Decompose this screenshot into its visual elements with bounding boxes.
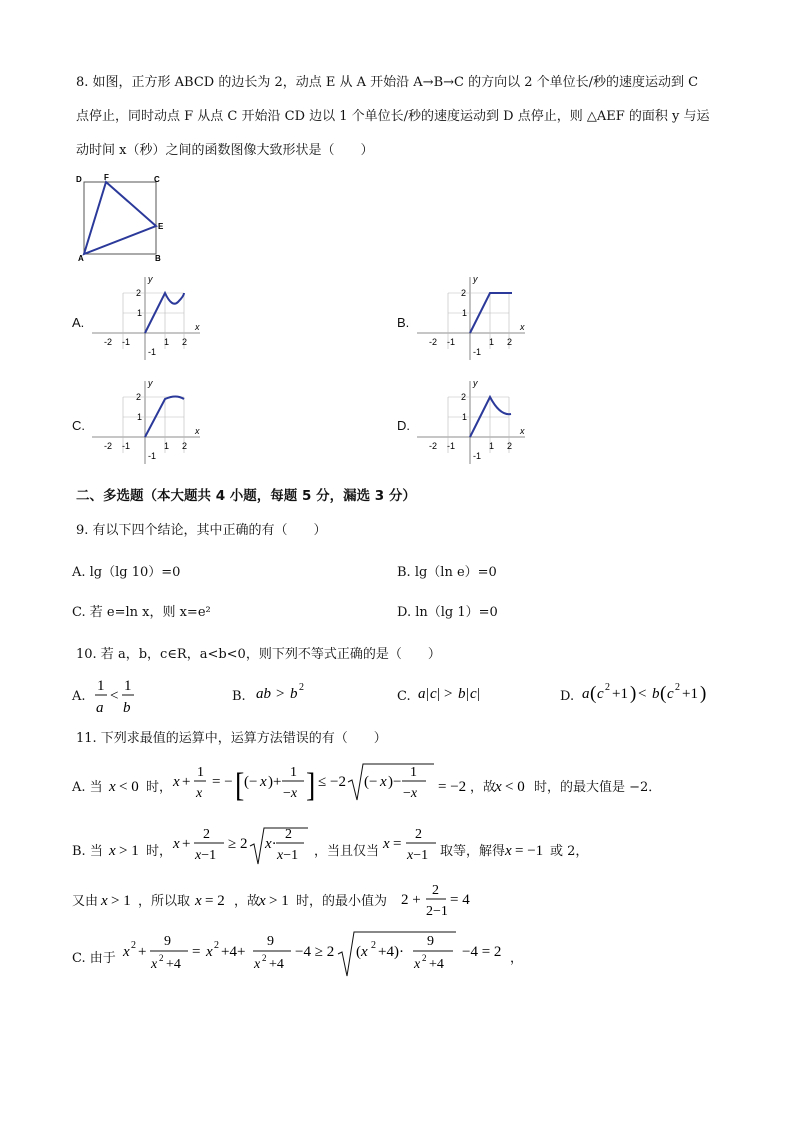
label-a: A — [78, 254, 84, 262]
label-e: E — [158, 222, 164, 231]
q11-b-expr — [172, 826, 312, 872]
svg-text:2: 2 — [262, 953, 267, 963]
svg-text:x: x — [195, 893, 202, 909]
svg-text:b: b — [123, 700, 131, 716]
svg-text:b: b — [290, 686, 298, 702]
q9-option-b: B. lg（ln e）=0 — [397, 565, 497, 580]
graph-c — [92, 376, 204, 466]
svg-text:x: x — [101, 893, 108, 909]
svg-text:> 1: > 1 — [119, 843, 139, 859]
svg-text:2: 2 — [285, 827, 292, 842]
q11-b-line2d: 时，的最小值为 — [296, 894, 388, 909]
axis-x: x — [520, 426, 525, 436]
svg-text:= −: = − — [212, 774, 233, 790]
svg-text:x: x — [259, 893, 266, 909]
tick-x-m2: -2 — [429, 441, 438, 451]
q8-line-2: 点停止，同时动点 F 从点 C 开始沿 CD 边以 1 个单位长/秒的速度运动到 D 点停止，则 △AEF 的面积 y 与运 — [76, 109, 710, 124]
svg-text:x: x — [260, 774, 267, 790]
svg-text:= −1: = −1 — [515, 843, 544, 859]
q11-a-text3: 时，的最大值是 −2． — [534, 780, 662, 795]
svg-text:|: | — [426, 686, 430, 702]
svg-text:2: 2 — [214, 940, 219, 951]
q11-stem: 11. 下列求最值的运算中，运算方法错误的有（ ） — [76, 731, 387, 746]
q11-b-line2c: ，故 — [234, 894, 261, 909]
svg-text:a: a — [96, 700, 104, 716]
tick-y-2: 2 — [136, 392, 142, 402]
q11-option-c-label: C. 由于 — [72, 951, 116, 966]
svg-text:= 4: = 4 — [450, 892, 470, 908]
tick-x-2: 2 — [182, 441, 188, 451]
svg-text:x·: x· — [265, 836, 277, 852]
svg-text:2: 2 — [159, 953, 164, 963]
q11-c-end: ， — [510, 951, 524, 966]
svg-text:< 0: < 0 — [505, 779, 525, 795]
tick-x-2: 2 — [507, 441, 513, 451]
svg-text:(−: (− — [364, 774, 378, 790]
svg-text:[: [ — [235, 765, 245, 804]
svg-text:a: a — [582, 686, 590, 702]
svg-text:1: 1 — [97, 678, 105, 694]
svg-text:2: 2 — [432, 883, 439, 898]
q8-option-a-label: A. — [72, 315, 85, 330]
tick-x-m1: -1 — [122, 337, 131, 347]
svg-text:c: c — [430, 686, 437, 702]
axis-y: y — [148, 274, 153, 284]
svg-text:>: > — [444, 686, 453, 702]
svg-text:9: 9 — [164, 934, 171, 949]
q11-a-cond — [108, 774, 146, 798]
svg-text:x: x — [505, 843, 512, 859]
axis-x: x — [520, 322, 525, 332]
label-b: B — [155, 254, 161, 262]
tick-x-m2: -2 — [104, 337, 113, 347]
q11-b-choice — [194, 888, 234, 912]
svg-text:)−: )− — [388, 774, 402, 790]
q9-stem: 9. 有以下四个结论，其中正确的有（ ） — [76, 523, 327, 538]
svg-text:+4: +4 — [269, 957, 284, 972]
q9-option-c: C. 若 e=ln x，则 x=e² — [72, 605, 211, 620]
tick-x-1: 1 — [164, 337, 170, 347]
svg-text:2: 2 — [422, 953, 427, 963]
q11-c-expr — [122, 928, 512, 982]
tick-x-m1: -1 — [122, 441, 131, 451]
svg-text:c: c — [597, 686, 604, 702]
svg-text:x: x — [383, 836, 390, 852]
svg-text:< 0: < 0 — [119, 779, 139, 795]
tick-y-m1: -1 — [473, 347, 482, 357]
q11-b-cond — [108, 838, 146, 862]
svg-text:+4+: +4+ — [221, 944, 246, 960]
svg-text:1: 1 — [410, 765, 417, 780]
graph-d — [417, 376, 529, 466]
svg-text:2−1: 2−1 — [426, 904, 448, 919]
svg-text:= −2: = −2 — [438, 779, 467, 795]
q10-option-c-label: C. — [397, 689, 411, 704]
tick-x-2: 2 — [182, 337, 188, 347]
svg-text:x−1: x−1 — [407, 848, 429, 863]
svg-text:(−: (− — [244, 774, 258, 790]
q11-b-text1: 时， — [146, 844, 173, 859]
svg-text:<: < — [110, 688, 119, 704]
tick-y-m1: -1 — [148, 451, 157, 461]
svg-text:b: b — [652, 686, 660, 702]
svg-text:ab: ab — [256, 686, 271, 702]
tick-x-1: 1 — [489, 337, 495, 347]
svg-text:9: 9 — [267, 934, 274, 949]
svg-text:x−1: x−1 — [277, 848, 299, 863]
q11-b-line2a: 又由 — [72, 894, 99, 909]
svg-text:<: < — [638, 686, 647, 702]
q11-b-cond4 — [258, 888, 296, 912]
svg-text:2: 2 — [203, 827, 210, 842]
q11-b-eq — [382, 826, 440, 872]
svg-text:−4 ≥ 2: −4 ≥ 2 — [295, 944, 335, 960]
svg-text:(: ( — [590, 683, 597, 704]
svg-text:+: + — [138, 944, 147, 960]
svg-text:]: ] — [306, 765, 316, 804]
q10-option-a-expr — [94, 674, 144, 718]
svg-text:1: 1 — [124, 678, 132, 694]
tick-y-1: 1 — [462, 412, 468, 422]
q11-b-min — [400, 878, 474, 922]
tick-x-m1: -1 — [447, 441, 456, 451]
svg-text:> 1: > 1 — [269, 893, 289, 909]
svg-text:(: ( — [660, 683, 667, 704]
q11-a-text2: ，故 — [470, 780, 497, 795]
svg-text:≥ 2: ≥ 2 — [228, 836, 248, 852]
q11-a-result — [438, 774, 470, 798]
q11-b-text4: 或 2， — [550, 844, 589, 859]
svg-text:c: c — [470, 686, 477, 702]
tick-y-1: 1 — [137, 412, 143, 422]
q10-stem: 10. 若 a，b，c∈R，a<b<0，则下列不等式正确的是（ ） — [76, 647, 441, 662]
svg-text:x: x — [380, 774, 387, 790]
q11-b-sol — [504, 838, 550, 862]
svg-text:|: | — [466, 686, 470, 702]
svg-text:2: 2 — [371, 940, 376, 951]
q11-a-cond2 — [494, 774, 534, 798]
svg-text:≤ −2: ≤ −2 — [318, 774, 346, 790]
axis-x: x — [195, 322, 200, 332]
svg-text:−x: −x — [403, 786, 418, 801]
svg-text:|: | — [477, 686, 481, 702]
axis-y: y — [148, 378, 153, 388]
q10-option-c-expr — [416, 680, 486, 706]
svg-text:x: x — [206, 944, 213, 960]
graph-b — [417, 272, 529, 362]
svg-text:+: + — [182, 836, 191, 852]
svg-text:(x: (x — [356, 944, 368, 960]
tick-y-2: 2 — [461, 392, 467, 402]
svg-text:−4 = 2: −4 = 2 — [462, 944, 502, 960]
q9-option-d: D. ln（lg 1）=0 — [397, 605, 498, 620]
svg-text:>: > — [276, 686, 285, 702]
svg-text:2: 2 — [299, 682, 304, 693]
q11-b-text3: 取等，解得 — [440, 844, 506, 859]
svg-text:+1: +1 — [682, 686, 698, 702]
svg-text:b: b — [458, 686, 466, 702]
square-figure — [72, 170, 172, 262]
svg-text:2: 2 — [675, 682, 680, 693]
svg-text:x: x — [173, 774, 180, 790]
q11-b-text2: ，当且仅当 — [314, 844, 380, 859]
q8-option-d-label: D. — [397, 418, 410, 433]
svg-text:a: a — [418, 686, 426, 702]
svg-text:x: x — [123, 944, 130, 960]
svg-text:2 +: 2 + — [401, 892, 421, 908]
tick-y-m1: -1 — [148, 347, 157, 357]
svg-text:2: 2 — [131, 940, 136, 951]
tick-x-1: 1 — [164, 441, 170, 451]
svg-text:c: c — [667, 686, 674, 702]
svg-text:|: | — [437, 686, 441, 702]
svg-text:+4)·: +4)· — [378, 944, 404, 960]
svg-text:−x: −x — [283, 786, 298, 801]
svg-text:=: = — [393, 836, 402, 852]
svg-text:x: x — [254, 957, 261, 972]
svg-text:x: x — [414, 957, 421, 972]
svg-text:): ) — [630, 683, 637, 704]
label-c: C — [154, 175, 160, 184]
svg-text:x: x — [173, 836, 180, 852]
q10-option-b-label: B. — [232, 689, 246, 704]
svg-text:x: x — [196, 786, 203, 801]
tick-y-m1: -1 — [473, 451, 482, 461]
svg-text:+4: +4 — [166, 957, 181, 972]
svg-text:> 1: > 1 — [111, 893, 131, 909]
tick-x-m2: -2 — [104, 441, 113, 451]
svg-text:x: x — [495, 779, 502, 795]
svg-text:=: = — [192, 944, 201, 960]
svg-text:x: x — [109, 843, 116, 859]
q11-b-cond3 — [100, 888, 138, 912]
label-d: D — [76, 175, 82, 184]
q10-option-d-label: D. — [560, 689, 575, 704]
svg-text:x−1: x−1 — [195, 848, 217, 863]
svg-text:1: 1 — [197, 765, 204, 780]
svg-text:): ) — [700, 683, 707, 704]
q8-line-1: 8. 如图，正方形 ABCD 的边长为 2，动点 E 从 A 开始沿 A→B→C 的方向以 2 个单位长/秒的速度运动到 C — [76, 75, 699, 90]
svg-text:x: x — [109, 779, 116, 795]
axis-y: y — [473, 378, 478, 388]
q11-a-expr — [172, 760, 438, 810]
q11-option-a-label: A. 当 — [72, 780, 103, 795]
tick-y-1: 1 — [137, 308, 143, 318]
q10-option-a-label: A. — [72, 689, 86, 704]
svg-text:+4: +4 — [429, 957, 444, 972]
graph-a — [92, 272, 204, 362]
tick-y-1: 1 — [462, 308, 468, 318]
q8-line-3: 动时间 x（秒）之间的函数图像大致形状是（ ） — [76, 143, 374, 158]
svg-text:)+: )+ — [268, 774, 282, 790]
tick-x-m1: -1 — [447, 337, 456, 347]
tick-y-2: 2 — [461, 288, 467, 298]
q8-option-c-label: C. — [72, 418, 85, 433]
svg-text:+: + — [182, 774, 191, 790]
svg-text:+1: +1 — [612, 686, 628, 702]
axis-y: y — [473, 274, 478, 284]
tick-x-m2: -2 — [429, 337, 438, 347]
q8-option-b-label: B. — [397, 315, 410, 330]
svg-text:1: 1 — [290, 765, 297, 780]
q10-option-d-expr — [580, 678, 712, 708]
svg-text:2: 2 — [415, 827, 422, 842]
q11-option-b-label: B. 当 — [72, 844, 103, 859]
q11-b-line2b: ，所以取 — [138, 894, 191, 909]
tick-y-2: 2 — [136, 288, 142, 298]
svg-text:2: 2 — [605, 682, 610, 693]
q11-a-text1: 时， — [146, 780, 173, 795]
label-f: F — [104, 173, 109, 182]
svg-text:9: 9 — [427, 934, 434, 949]
tick-x-2: 2 — [507, 337, 513, 347]
tick-x-1: 1 — [489, 441, 495, 451]
svg-text:x: x — [151, 957, 158, 972]
svg-text:= 2: = 2 — [205, 893, 225, 909]
axis-x: x — [195, 426, 200, 436]
q10-option-b-expr — [254, 680, 314, 706]
q9-option-a: A. lg（lg 10）=0 — [72, 565, 181, 580]
section-heading: 二、多选题（本大题共 4 小题，每题 5 分，漏选 3 分） — [76, 488, 416, 504]
